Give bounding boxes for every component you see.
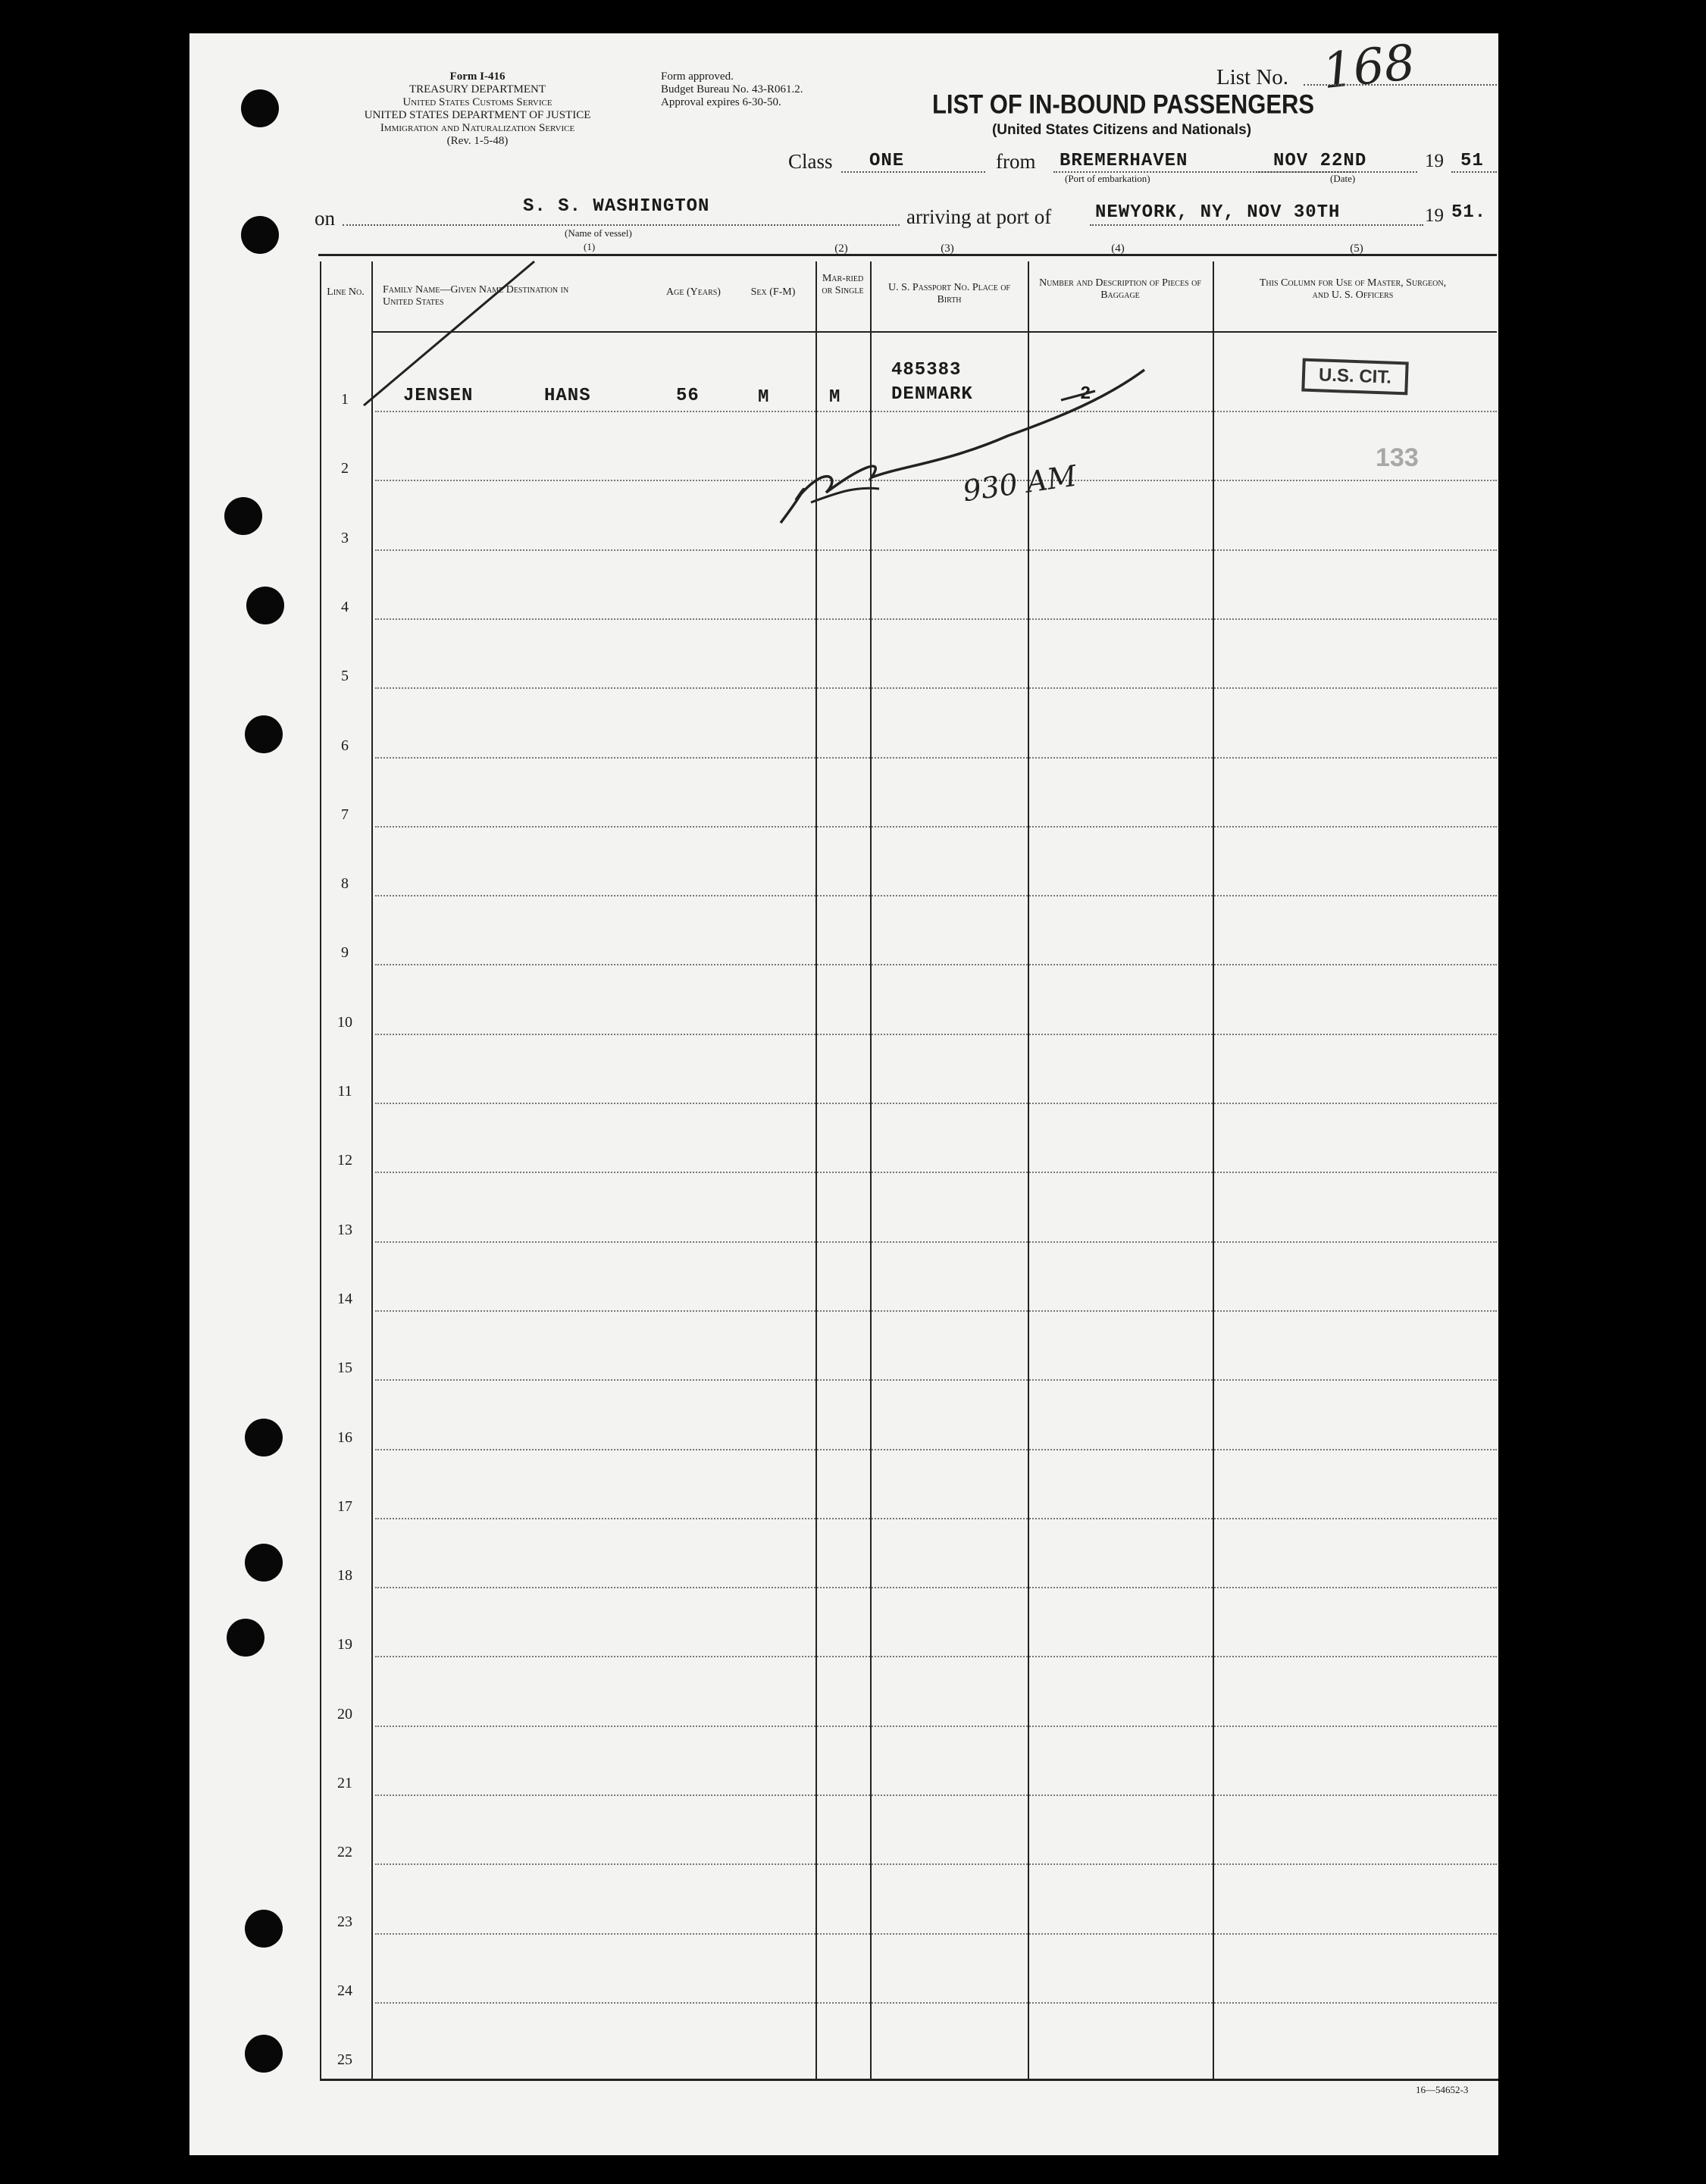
vessel-underline bbox=[343, 224, 900, 226]
row1-family-name: JENSEN bbox=[403, 386, 474, 406]
immigration-service: Immigration and Naturalization Service bbox=[380, 122, 575, 134]
line-number: 21 bbox=[337, 1775, 352, 1791]
line-number: 12 bbox=[337, 1152, 352, 1169]
stamp-number: 133 bbox=[1376, 443, 1419, 472]
table-row-rule bbox=[375, 549, 1497, 551]
line-number: 7 bbox=[341, 806, 349, 823]
table-row-rule bbox=[375, 1172, 1497, 1173]
list-no-value: 168 bbox=[1319, 34, 1418, 101]
table-row-rule bbox=[375, 1518, 1497, 1519]
list-no-label: List No. bbox=[1216, 65, 1289, 89]
class-value: ONE bbox=[869, 151, 905, 171]
table-row-rule bbox=[375, 1933, 1497, 1935]
table-row-rule bbox=[375, 1379, 1497, 1381]
footer-form-code: 16—54652-3 bbox=[1416, 2084, 1469, 2095]
binder-hole bbox=[245, 1910, 283, 1948]
table-row-rule bbox=[375, 1241, 1497, 1243]
vessel-column-number: (1) bbox=[584, 241, 596, 252]
table-row-rule bbox=[375, 1587, 1497, 1588]
column-number-3: (3) bbox=[941, 242, 954, 255]
table-row-rule bbox=[375, 687, 1497, 689]
approval-line-2: Budget Bureau No. 43-R061.2. bbox=[661, 83, 803, 95]
col-header-line-no: Line No. bbox=[327, 286, 365, 298]
table-row-rule bbox=[375, 826, 1497, 828]
line-number: 6 bbox=[341, 737, 349, 754]
arrival-year: 51. bbox=[1451, 202, 1487, 223]
col-header-officers: This Column for Use of Master, Surgeon, and U. S. Officers bbox=[1259, 277, 1447, 301]
line-number: 14 bbox=[337, 1290, 352, 1307]
row1-birthplace: DENMARK bbox=[891, 384, 973, 405]
table-row-rule bbox=[375, 1310, 1497, 1312]
table-left-border bbox=[320, 261, 321, 2079]
line-number: 23 bbox=[337, 1913, 352, 1930]
approval-line-3: Approval expires 6-30-50. bbox=[661, 96, 781, 108]
form-number: Form I-416 bbox=[449, 70, 506, 83]
approval-block bbox=[661, 70, 803, 109]
line-number: 22 bbox=[337, 1844, 352, 1861]
binder-hole bbox=[241, 216, 279, 254]
table-row-rule bbox=[375, 1863, 1497, 1865]
col-header-age: Age (Years) bbox=[666, 286, 721, 298]
line-number: 24 bbox=[337, 1982, 352, 1999]
line-number: 15 bbox=[337, 1360, 352, 1377]
officers-left-divider bbox=[1213, 261, 1214, 2079]
diagonal-pen-stroke bbox=[364, 261, 534, 405]
col-header-baggage: Number and Description of Pieces of Baggage bbox=[1039, 277, 1201, 301]
year-underline bbox=[1451, 171, 1497, 173]
line-number: 11 bbox=[337, 1083, 352, 1100]
table-row-rule bbox=[375, 895, 1497, 896]
binder-hole bbox=[245, 715, 283, 753]
line-number: 5 bbox=[341, 668, 349, 685]
list-no-underline bbox=[1304, 84, 1497, 86]
page-subtitle: (United States Citizens and Nationals) bbox=[991, 122, 1252, 138]
arrival-year-prefix: 19 bbox=[1425, 205, 1444, 226]
table-row-rule bbox=[375, 618, 1497, 620]
col-header-married: Mar-ried or Single bbox=[822, 273, 864, 296]
arrival-underline bbox=[1090, 224, 1423, 226]
port-caption: (Port of embarkation) bbox=[1065, 173, 1150, 184]
table-row-rule bbox=[375, 1656, 1497, 1657]
line-number: 3 bbox=[341, 529, 349, 546]
line-number: 17 bbox=[337, 1497, 352, 1515]
line-number: 19 bbox=[337, 1636, 352, 1654]
table-row-rule bbox=[375, 1449, 1497, 1450]
line-number: 20 bbox=[337, 1705, 352, 1722]
col-header-name: Family Name—Given Name Destination in United States bbox=[383, 284, 569, 308]
page-title: LIST OF IN-BOUND PASSENGERS bbox=[932, 89, 1315, 120]
justice-department: UNITED STATES DEPARTMENT OF JUSTICE bbox=[364, 109, 591, 121]
table-row-rule bbox=[375, 757, 1497, 759]
class-underline bbox=[841, 171, 985, 173]
vessel-caption: (Name of vessel) bbox=[565, 227, 632, 239]
departure-date: NOV 22ND bbox=[1273, 151, 1367, 171]
binder-hole bbox=[245, 1544, 283, 1582]
approval-line-1: Form approved. bbox=[661, 70, 734, 83]
table-bottom-border bbox=[320, 2079, 1498, 2081]
row1-sex: M bbox=[758, 387, 770, 408]
from-label: from bbox=[996, 150, 1036, 173]
form-header-block bbox=[311, 70, 644, 148]
port-of-embarkation: BREMERHAVEN bbox=[1060, 151, 1188, 171]
line-number: 16 bbox=[337, 1428, 352, 1446]
binder-hole bbox=[246, 587, 284, 624]
row1-married: M bbox=[829, 387, 841, 408]
table-row-rule bbox=[375, 1034, 1497, 1035]
line-number: 10 bbox=[337, 1013, 352, 1031]
row1-baggage: 2 bbox=[1080, 384, 1092, 405]
line-number: 1 bbox=[341, 391, 349, 408]
row1-given-name: HANS bbox=[544, 386, 591, 406]
line-number: 8 bbox=[341, 875, 349, 893]
binder-hole bbox=[245, 2035, 283, 2073]
table-row-rule bbox=[375, 2002, 1497, 2004]
on-label: on bbox=[315, 207, 335, 230]
table-row-rule bbox=[375, 1794, 1497, 1796]
binder-hole bbox=[245, 1419, 283, 1457]
binder-hole bbox=[224, 497, 262, 535]
class-label: Class bbox=[788, 150, 833, 173]
binder-hole bbox=[227, 1619, 265, 1657]
binder-hole bbox=[241, 89, 279, 127]
col-header-sex: Sex (F-M) bbox=[750, 286, 796, 298]
line-number: 18 bbox=[337, 1567, 352, 1585]
customs-service: United States Customs Service bbox=[402, 96, 552, 108]
line-number: 25 bbox=[337, 2051, 352, 2069]
line-number: 13 bbox=[337, 1221, 352, 1238]
column-number-5: (5) bbox=[1350, 242, 1363, 255]
signature-underline-stroke bbox=[811, 488, 879, 502]
table-row-rule bbox=[375, 1726, 1497, 1727]
column-number-2: (2) bbox=[834, 242, 848, 255]
table-row-rule bbox=[375, 964, 1497, 965]
arriving-label: arriving at port of bbox=[906, 205, 1052, 228]
baggage-check-mark bbox=[1061, 391, 1095, 400]
col-header-passport: U. S. Passport No. Place of Birth bbox=[888, 282, 1010, 305]
date-caption: (Date) bbox=[1330, 173, 1356, 184]
revision-date: (Rev. 1-5-48) bbox=[446, 135, 509, 147]
column-number-4: (4) bbox=[1111, 242, 1125, 255]
treasury-department: TREASURY DEPARTMENT bbox=[409, 83, 546, 95]
line-number: 2 bbox=[341, 460, 349, 477]
row1-passport-no: 485383 bbox=[891, 360, 962, 380]
table-row-rule bbox=[375, 1103, 1497, 1104]
us-citizen-stamp: U.S. CIT. bbox=[1301, 358, 1408, 396]
handwritten-time: 930 AM bbox=[960, 458, 1079, 508]
line-number: 4 bbox=[341, 598, 349, 615]
line-number: 9 bbox=[341, 944, 349, 962]
departure-year: 51 bbox=[1460, 151, 1484, 171]
year-prefix: 19 bbox=[1425, 151, 1444, 171]
arrival-port-date: NEWYORK, NY, NOV 30TH bbox=[1095, 202, 1341, 223]
row1-age: 56 bbox=[676, 386, 700, 406]
vessel-name: S. S. WASHINGTON bbox=[523, 196, 710, 217]
